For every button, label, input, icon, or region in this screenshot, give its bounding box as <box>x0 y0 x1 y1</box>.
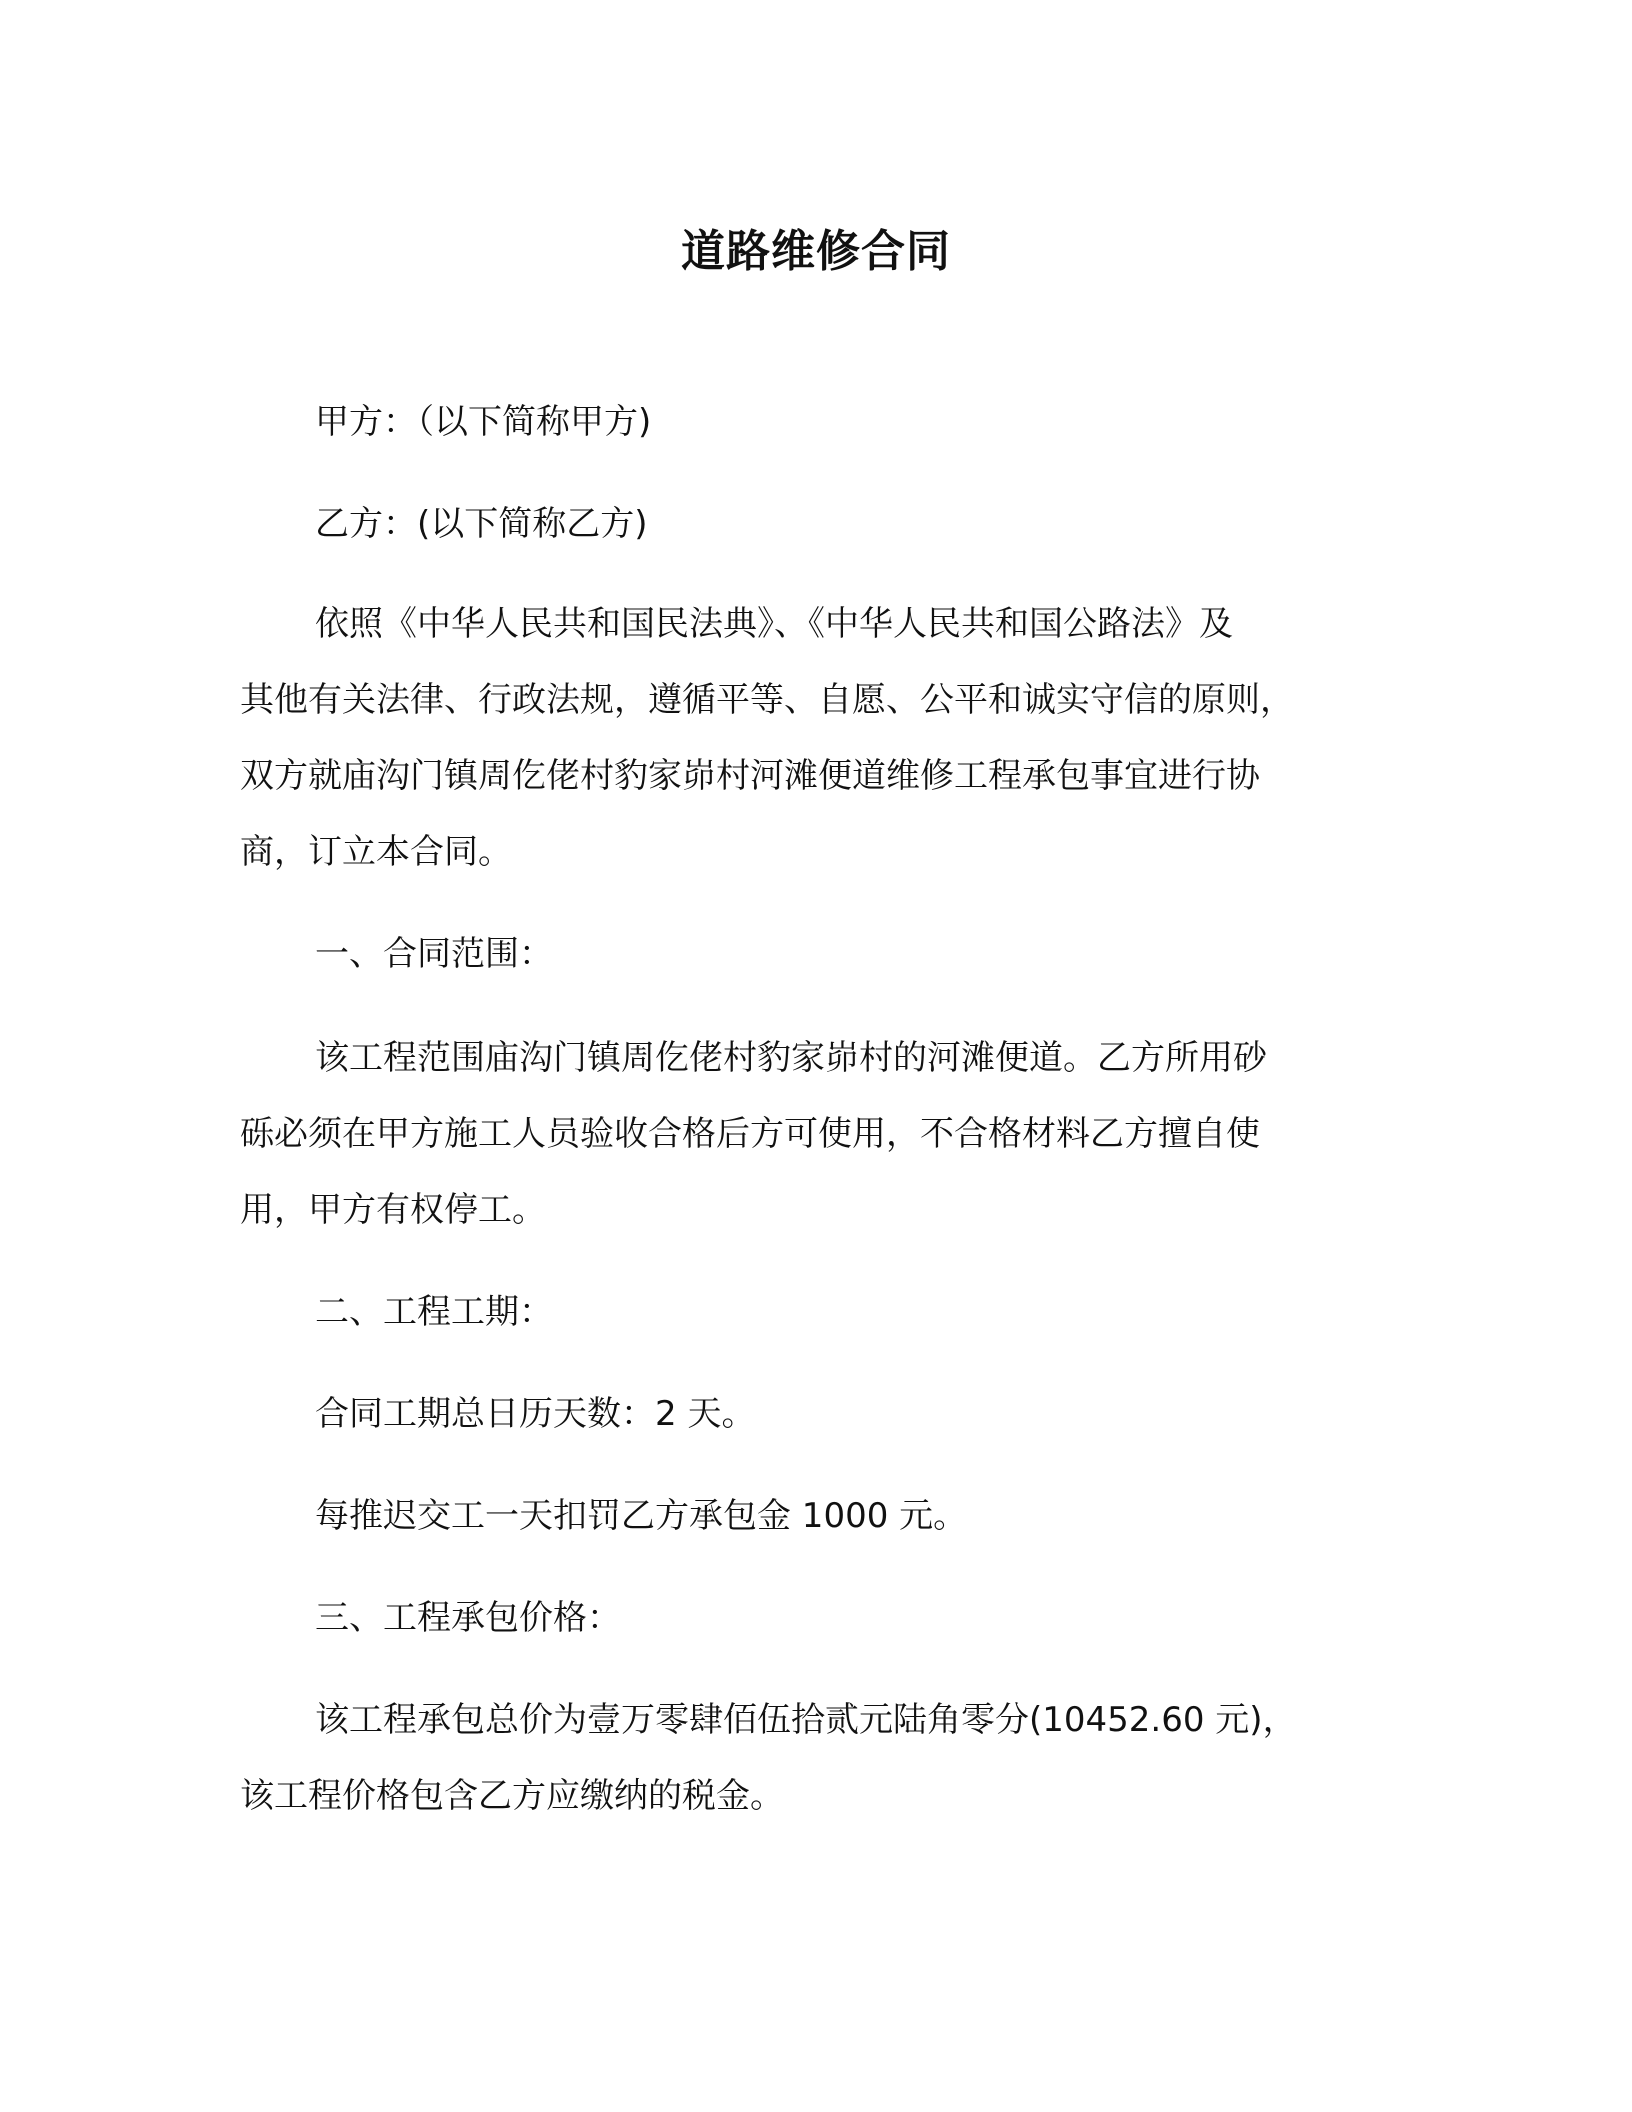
section1-line-2: 砾必须在甲方施工人员验收合格后方可使用，不合格材料乙方擅自使 <box>240 1114 1260 1154</box>
section2-duration: 合同工期总日历天数：2 天。 <box>315 1394 756 1434</box>
preamble-line-3: 双方就庙沟门镇周仡佬村豹家峁村河滩便道维修工程承包事宜进行协 <box>240 756 1260 796</box>
preamble-line-2: 其他有关法律、行政法规，遵循平等、自愿、公平和诚实守信的原则， <box>240 680 1294 720</box>
section3-line-2: 该工程价格包含乙方应缴纳的税金。 <box>240 1776 784 1816</box>
preamble-line-4: 商，订立本合同。 <box>240 832 512 872</box>
section3-line-1: 该工程承包总价为壹万零肆佰伍拾贰元陆角零分(10452.60 元)， <box>315 1700 1297 1740</box>
document-title: 道路维修合同 <box>681 226 951 277</box>
section2-heading: 二、工程工期： <box>315 1292 553 1332</box>
section2-penalty: 每推迟交工一天扣罚乙方承包金 1000 元。 <box>315 1496 968 1536</box>
section3-heading: 三、工程承包价格： <box>315 1598 621 1638</box>
party-a-line: 甲方：（以下简称甲方) <box>315 402 652 442</box>
section1-line-3: 用，甲方有权停工。 <box>240 1190 546 1230</box>
section1-line-1: 该工程范围庙沟门镇周仡佬村豹家峁村的河滩便道。乙方所用砂 <box>315 1038 1267 1078</box>
party-b-line: 乙方：(以下简称乙方) <box>315 504 648 544</box>
preamble-line-1: 依照《中华人民共和国民法典》、《中华人民共和国公路法》及 <box>315 604 1233 644</box>
section1-heading: 一、合同范围： <box>315 934 553 974</box>
